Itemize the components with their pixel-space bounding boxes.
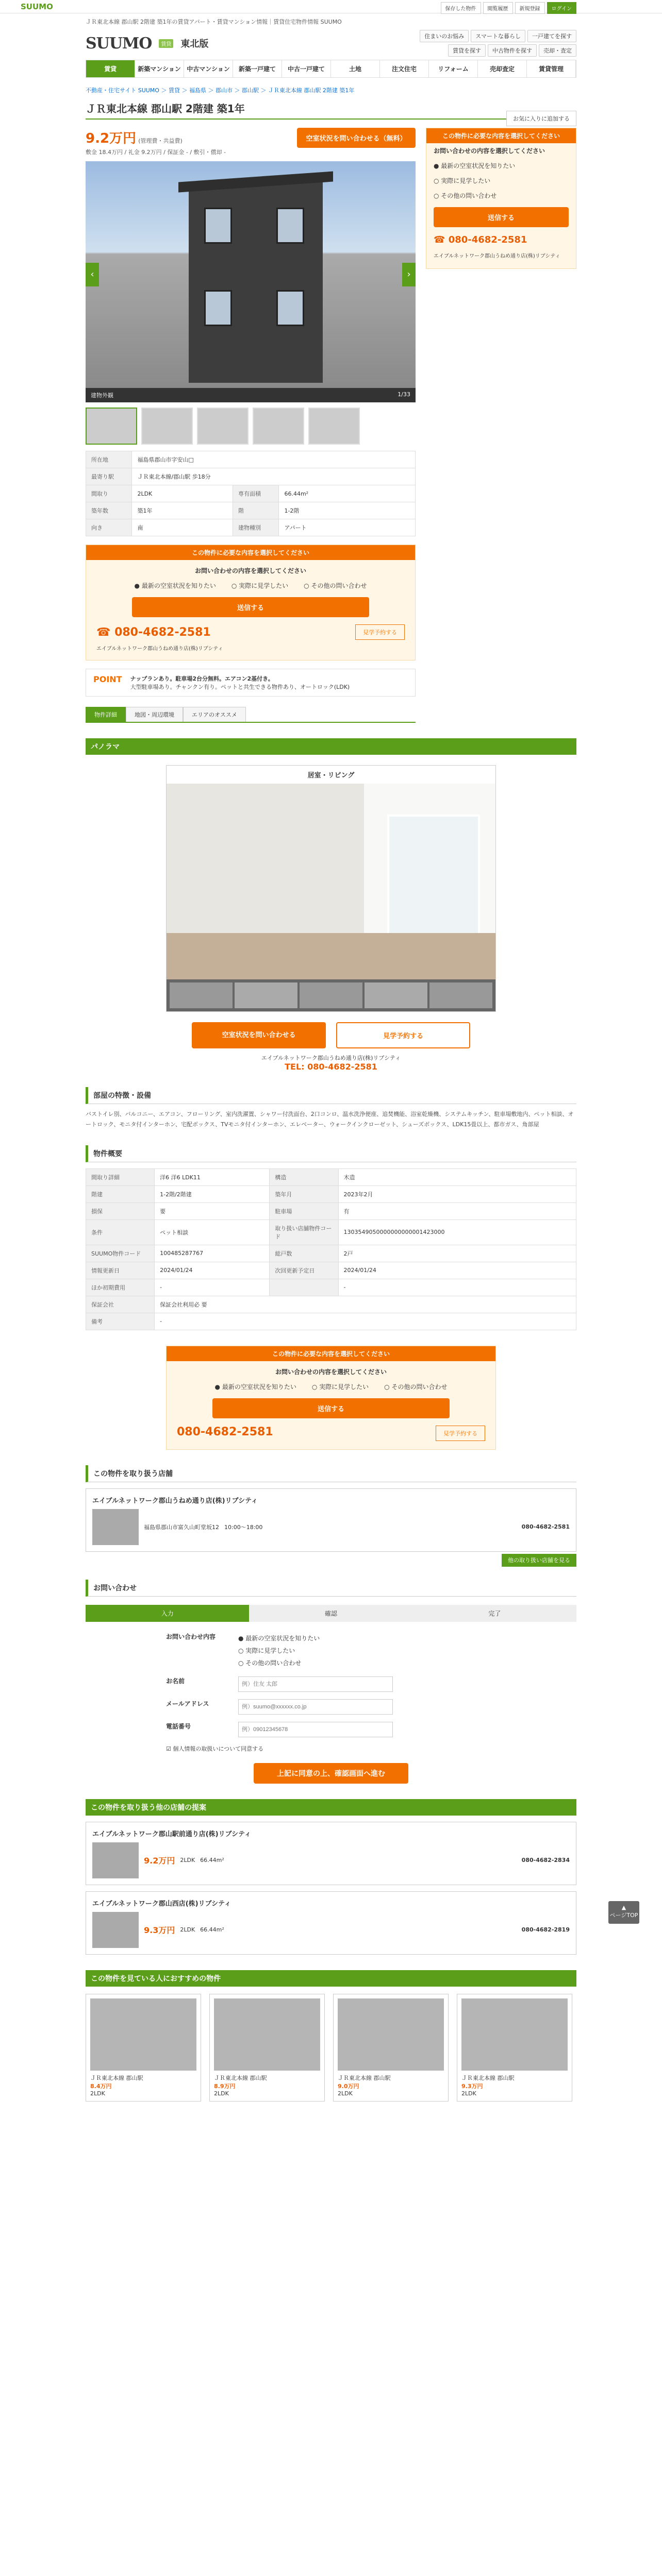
side-inquiry-title: お問い合わせの内容を選択してください	[434, 147, 545, 155]
nearby-shop	[86, 1891, 576, 1955]
panorama-viewer[interactable]	[166, 765, 496, 1012]
panorama-tel: TEL: 080-4682-2581	[285, 1062, 377, 1072]
features-text: バストイレ別、バルコニー、エアコン、フローリング、室内洗濯置、シャワー付洗面台、2口コンロ、温水洗浄便座、追焚機能、浴室乾燥機、システムキッチン、駐車場敷地内、ペット相談、オートロック、モニタ付インターホン、宅配ボックス、TVモニタ付インターホン、エレベーター、ウォークインクローゼット、シューズボックス、LDK15畳以上、都市ガス、角部屋	[86, 1111, 574, 1128]
nav-item[interactable]: 新築マンション	[135, 60, 184, 77]
spec-label: 専有面積	[233, 485, 279, 502]
panorama-thumb[interactable]	[365, 982, 427, 1008]
visit-button-2[interactable]: 見学予約する	[436, 1426, 485, 1441]
spec-table	[86, 451, 416, 536]
send-button-2[interactable]: 送信する	[212, 1398, 450, 1418]
header-link[interactable]: 住まいのお悩み	[420, 30, 469, 42]
header-description: ＪＲ東北本線 郡山駅 2階建 築1年の賃貸アパート・賃貸マンション情報｜賃貸住宅物件情報 SUUMO	[86, 19, 342, 25]
header-link[interactable]: 一戸建てを探す	[527, 30, 576, 42]
point-sub: 大型駐車場あり。チャンクン有り。ペットと共生できる物件あり、オートロック(LDK)	[130, 684, 350, 690]
building-image	[189, 182, 323, 383]
inquiry-title: お問い合わせの内容を選択してください	[194, 567, 306, 574]
overview-table: 間取り詳細 洋6 洋6 LDK11 構造 木造 階建 1-2階/2階建 築年月 2023年2月 損保 要 駐車場 有 条件 ペット相談 取り扱い店舗物件コード 1303549050000000000001423000 SUUMO物件コード 100485287767 総戸数 2戸 情報更新日 2024/01/24 次回更新予定日 2024/01/24 ほか初期費用 - - 保証会社 保証会社利用必 要 備考 -	[86, 1168, 576, 1330]
spec-label: 所在地	[86, 451, 132, 468]
panorama-image[interactable]	[167, 784, 495, 979]
rent-price: 9.2万円	[86, 131, 137, 146]
page-top-button[interactable]: ▲ ページTOP	[608, 1901, 639, 1924]
area-badge: 賃貸	[159, 39, 173, 48]
spec-value: 南	[132, 519, 233, 536]
name-input[interactable]	[238, 1676, 393, 1692]
shop-name[interactable]: エイブルネットワーク郡山うねめ通り店(株)リブシティ	[92, 1497, 258, 1505]
thumbnail[interactable]	[197, 408, 249, 445]
shop-hours: 10:00～18:00	[224, 1523, 263, 1531]
inquiry-option[interactable]: ○ その他の問い合わせ	[384, 1383, 448, 1391]
favorite-button[interactable]: お気に入りに追加する	[506, 111, 576, 126]
form-label: お名前	[166, 1677, 185, 1685]
nav-item[interactable]: 中古一戸建て	[282, 60, 331, 77]
spec-value: 2LDK	[132, 485, 233, 502]
step-confirm: 確認	[249, 1605, 412, 1622]
photo-caption	[86, 388, 416, 402]
area-name: 東北版	[180, 39, 209, 49]
phone-number-2: 080-4682-2581	[177, 1425, 273, 1438]
shop-address: 福島県郡山市富久山町堂坂12	[144, 1523, 219, 1531]
nearby-area: 66.44m²	[200, 1926, 224, 1934]
panorama-thumb[interactable]	[300, 982, 362, 1008]
point-box	[86, 669, 416, 697]
spec-label: 向き	[86, 519, 132, 536]
spec-value: 福島県郡山市字安山□	[132, 451, 416, 468]
main-photo[interactable]	[86, 161, 416, 388]
side-option[interactable]: ● 最新の空室状況を知りたい	[434, 162, 516, 170]
global-nav	[86, 60, 576, 78]
phone-input[interactable]	[238, 1722, 393, 1737]
header-link[interactable]: 売却・査定	[539, 44, 576, 57]
topbar-logo[interactable]: SUUMO	[21, 2, 53, 11]
spec-value: アパート	[279, 519, 416, 536]
saved-link[interactable]: 保存した物件	[441, 2, 481, 14]
form-title: お問い合わせ	[86, 1580, 576, 1597]
spec-label: 築年数	[86, 502, 132, 519]
inquiry-box	[86, 545, 416, 660]
thumbnail[interactable]	[141, 408, 193, 445]
point-text: ナップランあり。駐車場2台分無料。エアコン2基付き。	[130, 675, 274, 682]
panorama-inquiry-button[interactable]: 空室状況を問い合わせる	[192, 1022, 326, 1048]
panorama-thumb[interactable]	[235, 982, 297, 1008]
form-label: 電話番号	[166, 1722, 191, 1730]
shop-name: エイブルネットワーク郡山うねめ通り店(株)リブシティ	[96, 646, 223, 652]
inquiry-box-2: この物件に必要な内容を選択してください お問い合わせの内容を選択してください ● 最新の空室状況を知りたい ○ 実際に見学したい ○ その他の問い合わせ 送信する 080-4682-2581 見学予約する	[166, 1346, 496, 1450]
side-shop: エイブルネットワーク郡山うねめ通り店(株)リブシティ	[434, 253, 560, 259]
panorama-thumb[interactable]	[170, 982, 233, 1008]
nearby-tel: 080-4682-2834	[521, 1857, 570, 1864]
form-steps	[86, 1605, 576, 1622]
panorama-title: 居室・リビング	[307, 772, 355, 779]
tab-area[interactable]: エリアのオススメ	[183, 707, 246, 722]
nav-chintai[interactable]: 賃貸	[86, 60, 135, 77]
shop-card	[86, 1488, 576, 1552]
panorama-shop: エイブルネットワーク郡山うねめ通り店(株)リブシティ	[261, 1055, 401, 1061]
price-detail: 敷金 18.4万円 / 礼金 9.2万円 / 保証金 - / 敷引・償却 -	[86, 149, 226, 156]
phone-number: ☎ 080-4682-2581	[96, 625, 211, 639]
panorama-section-title: パノラマ	[86, 738, 576, 755]
form-label: メールアドレス	[166, 1700, 209, 1707]
header-links	[380, 30, 576, 57]
tab-map[interactable]: 地図・周辺環境	[126, 707, 183, 722]
suumo-logo[interactable]: SUUMO	[86, 34, 152, 53]
side-option[interactable]: ○ 実際に見学したい	[434, 177, 491, 184]
similar-card[interactable]: ＪＲ東北本線 郡山駅 9.0万円 2LDK	[333, 1994, 449, 2102]
form-option[interactable]: ○ 実際に見学したい	[238, 1647, 295, 1654]
header-link[interactable]: 中古物件を探す	[488, 44, 537, 57]
visit-button[interactable]: 見学予約する	[355, 624, 405, 640]
nav-item[interactable]: 土地	[331, 60, 380, 77]
nav-item[interactable]: 売却査定	[478, 60, 527, 77]
site-header	[0, 13, 662, 57]
login-button[interactable]: ログイン	[547, 2, 577, 14]
nearby-price: 9.2万円	[144, 1856, 175, 1866]
inquiry-option[interactable]: ● 最新の空室状況を知りたい	[214, 1383, 296, 1391]
thumbnail[interactable]	[253, 408, 304, 445]
nav-item[interactable]: 中古マンション	[184, 60, 233, 77]
inquiry-option[interactable]: ○ 実際に見学したい	[311, 1383, 369, 1391]
header-link[interactable]: スマートな暮らし	[471, 30, 525, 42]
email-input[interactable]	[238, 1699, 393, 1715]
photo-next-button[interactable]: ›	[402, 263, 416, 286]
shop-tel: 080-4682-2581	[521, 1523, 570, 1531]
side-inquiry-header: この物件に必要な内容を選択してください	[426, 128, 576, 143]
form-option[interactable]: ○ その他の問い合わせ	[238, 1659, 302, 1667]
nav-item[interactable]: 賃貸管理	[527, 60, 576, 77]
nearby-title: この物件を取り扱う他の店舗の提案	[86, 1799, 576, 1816]
similar-card[interactable]: ＪＲ東北本線 郡山駅 8.9万円 2LDK	[209, 1994, 325, 2102]
caption-text: 建物外観	[91, 392, 113, 399]
similar-title: この物件を見ている人におすすめの物件	[86, 1970, 576, 1987]
thumbnail[interactable]	[86, 408, 137, 445]
nearby-plan: 2LDK	[180, 1926, 195, 1934]
thumbnail-strip	[86, 408, 416, 445]
photo-prev-button[interactable]: ‹	[86, 263, 99, 286]
inquiry-option-other[interactable]: ○ その他の問い合わせ	[304, 582, 367, 589]
spec-value: ＪＲ東北本線/郡山駅 歩18分	[132, 468, 416, 485]
more-shops-button[interactable]: 他の取り扱い店舗を見る	[502, 1554, 576, 1567]
nearby-shop-name[interactable]: エイブルネットワーク郡山駅前通り店(株)リブシティ	[92, 1830, 252, 1838]
similar-list	[86, 1994, 576, 2102]
tab-details[interactable]: 物件詳細	[86, 707, 126, 722]
nav-item[interactable]: リフォーム	[429, 60, 478, 77]
form-label: お問い合わせ内容	[166, 1633, 216, 1640]
history-link[interactable]: 閲覧履歴	[483, 2, 513, 14]
spec-value: 66.44m²	[279, 485, 416, 502]
spec-label: 最寄り駅	[86, 468, 132, 485]
side-phone: ☎ 080-4682-2581	[434, 234, 527, 245]
thumbnail[interactable]	[308, 408, 360, 445]
spec-value: 1-2階	[279, 502, 416, 519]
inquiry-option-visit[interactable]: ○ 実際に見学したい	[231, 582, 289, 589]
submit-button[interactable]: 上記に同意の上、確認画面へ進む	[254, 1763, 408, 1784]
agree-checkbox[interactable]: ☑ 個人情報の取扱いについて同意する	[166, 1745, 264, 1752]
nearby-shop-name[interactable]: エイブルネットワーク郡山西店(株)リブシティ	[92, 1900, 231, 1908]
overview-title: 物件概要	[86, 1145, 576, 1162]
side-send-button[interactable]: 送信する	[434, 207, 569, 227]
point-label: POINT	[93, 674, 122, 684]
nav-item[interactable]: 注文住宅	[380, 60, 429, 77]
detail-tabs	[86, 707, 416, 723]
nearby-plan: 2LDK	[180, 1857, 195, 1864]
side-inquiry	[426, 128, 576, 269]
inquiry-header: この物件に必要な内容を選択してください	[86, 545, 415, 560]
nav-item[interactable]: 新築一戸建て	[233, 60, 282, 77]
breadcrumb[interactable]: 不動産・住宅サイト SUUMO ＞ 賃貸 ＞ 福島県 ＞ 郡山市 ＞ 郡山駅 ＞ ＪＲ東北本線 郡山駅 2階建 築1年	[86, 87, 355, 94]
spec-label: 建物種別	[233, 519, 279, 536]
send-button[interactable]: 送信する	[132, 597, 369, 617]
spec-label: 間取り	[86, 485, 132, 502]
inquiry-top-button[interactable]: 空室状況を問い合わせる（無料）	[297, 128, 416, 148]
inquiry-option-vacancy[interactable]: ● 最新の空室状況を知りたい	[134, 582, 216, 589]
header-link[interactable]: 賃貸を探す	[448, 44, 486, 57]
register-link[interactable]: 新規登録	[515, 2, 545, 14]
step-input: 入力	[86, 1605, 249, 1622]
photo-counter: 1/33	[398, 391, 410, 398]
similar-card[interactable]: ＪＲ東北本線 郡山駅 9.3万円 2LDK	[457, 1994, 572, 2102]
spec-label: 階	[233, 502, 279, 519]
step-done: 完了	[413, 1605, 576, 1622]
property-title: ＪＲ東北本線 郡山駅 2階建 築1年	[86, 100, 576, 120]
panorama-thumb[interactable]	[429, 982, 492, 1008]
shop-image	[92, 1509, 139, 1545]
form-option[interactable]: ● 最新の空室状況を知りたい	[238, 1634, 320, 1642]
nearby-tel: 080-4682-2819	[521, 1926, 570, 1934]
nearby-area: 66.44m²	[200, 1857, 224, 1864]
similar-card[interactable]: ＪＲ東北本線 郡山駅 8.4万円 2LDK	[86, 1994, 201, 2102]
nearby-shop	[86, 1822, 576, 1885]
shop-section-title: この物件を取り扱う店舗	[86, 1465, 576, 1482]
price-sub: (管理費・共益費)	[138, 138, 183, 144]
utility-links	[441, 2, 577, 14]
spec-value: 築1年	[132, 502, 233, 519]
side-option[interactable]: ○ その他の問い合わせ	[434, 192, 497, 199]
features-title: 部屋の特徴・設備	[86, 1087, 576, 1104]
nearby-price: 9.3万円	[144, 1925, 175, 1936]
panorama-visit-button[interactable]: 見学予約する	[336, 1022, 470, 1048]
